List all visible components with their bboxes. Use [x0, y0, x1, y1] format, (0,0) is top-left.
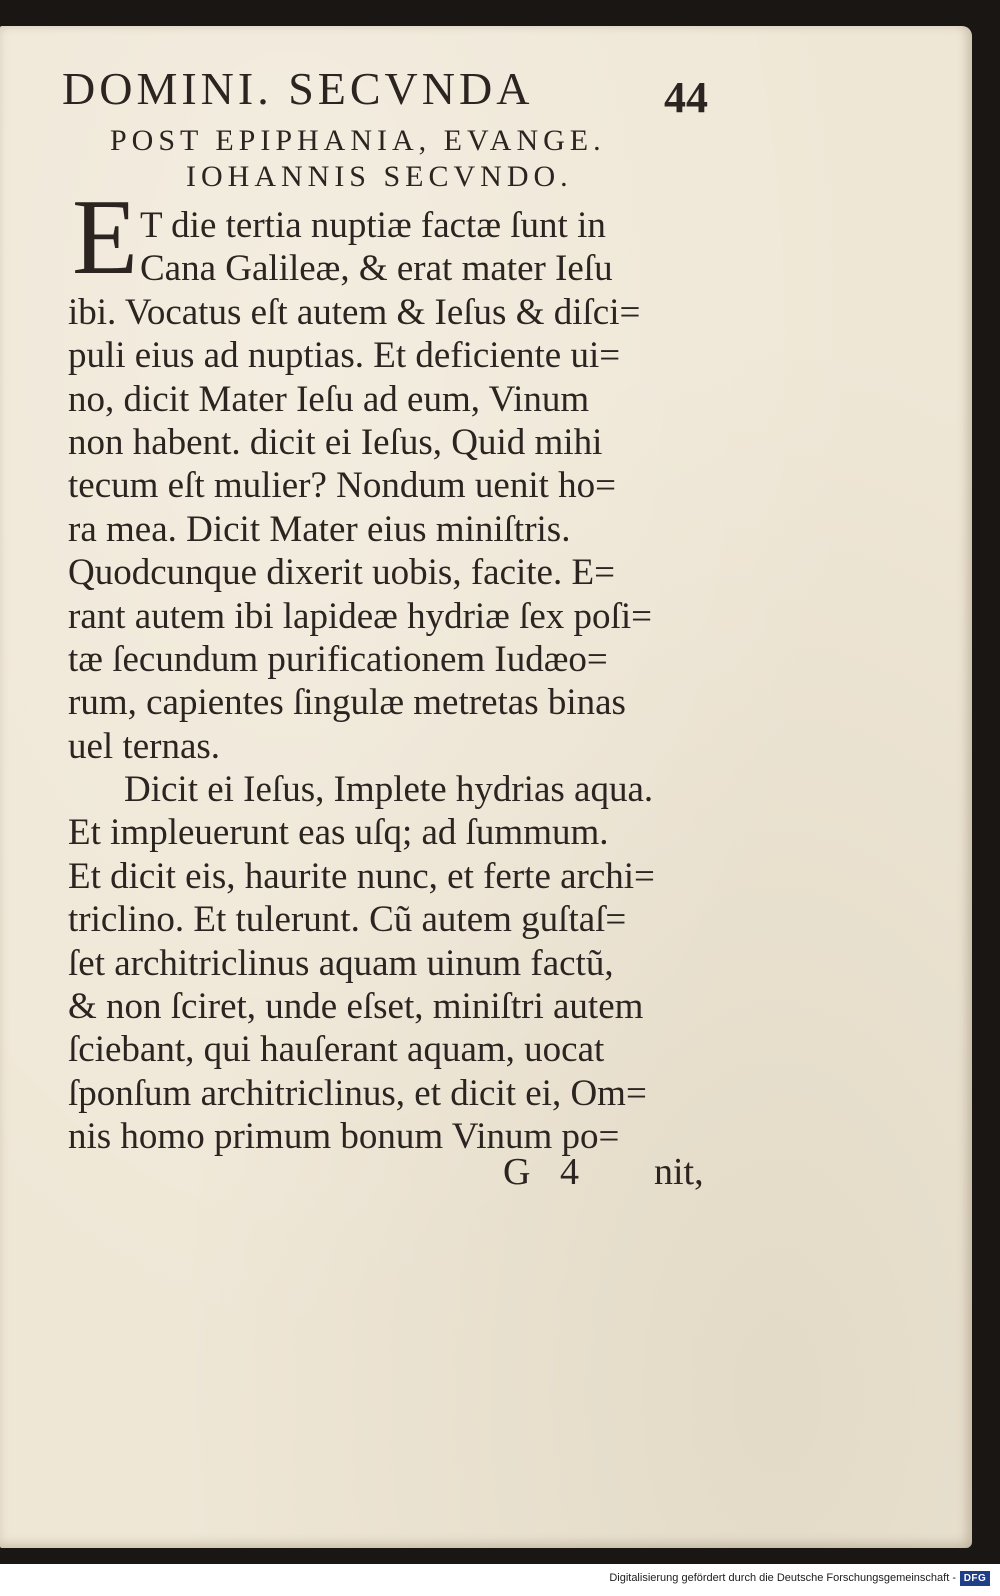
running-head-line-3: IOHANNIS SECVNDO.	[186, 160, 573, 193]
text-line: ſet architriclinus aquam uinum factũ,	[68, 942, 614, 984]
text-line: nis homo primum bonum Vinum po=	[68, 1116, 620, 1158]
text-line: Cana Galileæ, & erat mater Ieſu	[140, 248, 613, 290]
text-line: tæ ſecundum purificationem Iudæo=	[68, 638, 608, 680]
text-line: ſciebant, qui hauſerant aquam, uocat	[68, 1029, 605, 1071]
text-line: Dicit ei Ieſus, Implete hydrias aqua.	[124, 769, 654, 811]
page-number: 44	[664, 73, 708, 122]
text-line: non habent. dicit ei Ieſus, Quid mihi	[68, 421, 603, 463]
signature-mark: G 4	[503, 1151, 589, 1193]
body-text	[68, 204, 728, 1159]
text-line: ſponſum architriclinus, et dicit ei, Om=	[68, 1072, 647, 1114]
text-line: rant autem ibi lapideæ hydriæ ſex poſi=	[68, 595, 652, 637]
funding-credit: Digitalisierung gefördert durch die Deutsche Forschungsgemeinschaft -	[609, 1572, 956, 1584]
text-line: uel ternas.	[68, 725, 221, 767]
catchword: nit,	[654, 1151, 704, 1193]
text-line: ibi. Vocatus eſt autem & Ieſus & diſci=	[68, 291, 641, 333]
text-line: puli eius ad nuptias. Et deficiente ui=	[68, 335, 621, 377]
dfg-logo: DFG	[960, 1571, 990, 1586]
drop-cap-initial: E	[72, 178, 138, 297]
text-line: & non ſciret, unde eſset, miniſtri autem	[68, 986, 644, 1028]
text-line: no, dicit Mater Ieſu ad eum, Vinum	[68, 378, 590, 420]
text-line: ra mea. Dicit Mater eius miniſtris.	[68, 508, 571, 550]
text-line: rum, capientes ſingulæ metretas binas	[68, 682, 626, 724]
text-line: triclino. Et tulerunt. Cũ autem guſtaſ=	[68, 899, 627, 941]
text-line: Quodcunque dixerit uobis, facite. E=	[68, 552, 615, 594]
footer-bar	[0, 1564, 1000, 1596]
text-line: Et impleuerunt eas uſq; ad ſummum.	[68, 812, 609, 854]
running-head-line-1: DOMINI. SECVNDA	[62, 63, 534, 114]
text-line: T die tertia nuptiæ factæ ſunt in	[140, 205, 606, 246]
running-head-line-2: POST EPIPHANIA, EVANGE.	[110, 124, 606, 157]
text-line: tecum eſt mulier? Nondum uenit ho=	[68, 465, 616, 507]
text-line: Et dicit eis, haurite nunc, et ferte archi=	[68, 855, 655, 897]
